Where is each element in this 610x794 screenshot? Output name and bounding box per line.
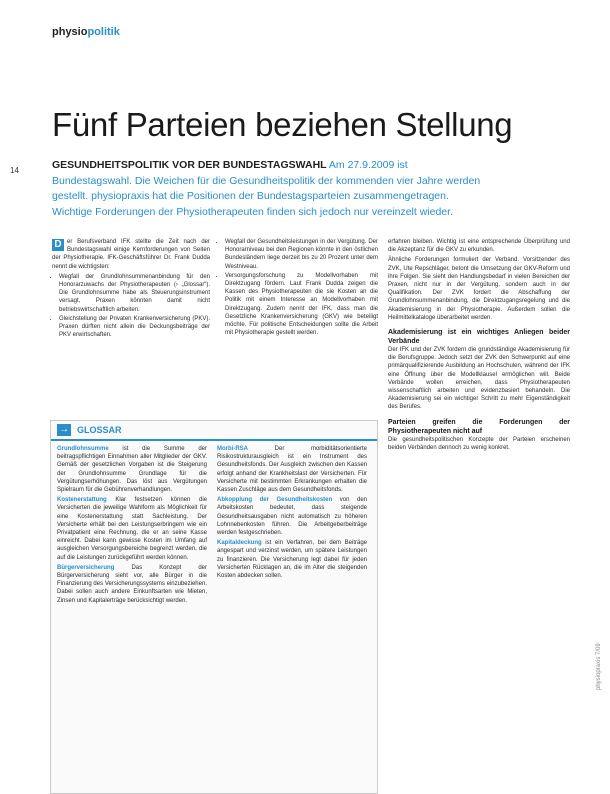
- col1-bullet: • Gleichstellung der Privaten Krankenversicherung (PKV). Praxen dürften nicht allein die Deckungsbeiträge der PKV erwirtschaften.: [59, 315, 210, 340]
- side-credit: physiopraxis 7/09: [596, 643, 602, 690]
- subheading: Parteien greifen die Forderungen der Physiotherapeuten nicht auf: [388, 418, 570, 435]
- page-number: 14: [10, 166, 19, 175]
- glossar-title: GLOSSAR: [77, 425, 122, 435]
- arrow-icon: →: [59, 424, 69, 435]
- glossar-term: Kapitaldeckung: [217, 540, 262, 547]
- glossar-entry: [57, 445, 207, 494]
- glossar-entry: [57, 564, 207, 605]
- glossar-entry: [57, 496, 207, 562]
- glossar-definition: ist die Summe der beitragspflichtigen Einnahmen aller Mitglieder der GKV. Gemäß der gesetzlichen Vorgaben ist die Steigerung der Grundlohnsumme Grundlage für die Vergütungserhöhungen. Das löst aus Vergütungen Spielraum für die Gebührenverhandlungen.: [57, 446, 207, 494]
- glossar-header: [51, 421, 377, 441]
- glossar-term: Abkopplung der Gesundheitskosten: [217, 497, 333, 504]
- glossar-definition: von den Arbeitskosten bedeutet, dass steigende Gesundheitsausgaben nicht automatisch zu höheren Lohnnebenkosten führen. Die Arbeitgeberbeiträge werden festgeschrieben.: [217, 497, 367, 537]
- glossar-term: Kostenerstattung: [57, 497, 107, 504]
- glossar-term: Grundlohnsumme: [57, 446, 109, 452]
- column-2: [218, 238, 378, 338]
- glossar-right-column: [217, 445, 367, 582]
- glossar-definition: ist ein Verfahren, bei dem Beiträge angespart und verzinst werden, um spätere Leistungen zu finanzieren. Die Versicherung legt dabei für jeden Versicherten Rücklagen an, die im Alter die steigenden Kosten abdecken sollen.: [217, 540, 367, 580]
- column-3: [388, 238, 570, 454]
- col3-paragraph: Die gesundheitspolitischen Konzepte der Parteien erscheinen beiden Verbänden dennoch zu wenig konkret.: [388, 436, 570, 451]
- col2-bullet: • Wegfall der Gesundheitsleistungen in der Vergütung. Der Honorarniveau bei den Regionen könnte in den östlichen Bundesländern liege derzeit bis zu 20 Prozent unter dem Westniveau.: [225, 238, 378, 271]
- col3-paragraph: erfahren bleiben. Wichtig ist eine entsprechende Überprüfung und die Akzeptanz für die GKV zu erkunden.: [388, 239, 570, 254]
- section-word: politik: [87, 26, 120, 38]
- section-label: [52, 26, 120, 38]
- glossar-definition: Klar festsetzen können die Versicherten die jeweilige Wahlform als Möglichkeit für eine Kostenerstattung statt Sachleistung. Der Versicherte erhält bei den Leistungserbringern wie ein Privatpatient eine Rechnung, die er an seine Kasse einreicht. Dabei kann gewisse Kosten im Umfang auf ausgleichen Versorgungsbereiche begrenzt werden, die auf die Leistungen zurückgeführt werden können.: [57, 497, 207, 561]
- col1-paragraph: er Berufsverband IFK stellte die Zeit nach der Bundestagswahl einige Kernforderungen von Seiten der Physiotherapie. IFK-Geschäftsführer Dr. Frank Dudda nennt die wichtigsten:: [52, 239, 210, 270]
- glossar-box: [50, 420, 378, 794]
- glossar-definition: Der morbiditätsorientierte Risikostrukturausgleich ist ein Instrument des Gesundheitsfonds. Der Ausgleich zwischen den Kassen erfolgt anhand der Krankheitslast der Versicherten. Für Versicherte mit bestimmten Erkrankungen erhalten die Kassen Zuschläge aus dem Gesundheitsfonds.: [217, 446, 367, 494]
- intro-kicker: GESUNDHEITSPOLITIK VOR DER BUNDESTAGSWAHL: [52, 159, 327, 171]
- glossar-term: Bürgerversicherung: [57, 564, 115, 571]
- glossar-entry: [217, 445, 367, 494]
- dropcap: D: [52, 239, 64, 251]
- col2-bullet: • Versorgungsforschung zu Modellvorhaben mit Direktzugang fördern. Laut Frank Dudda zeigen die Kassen des Physiotherapeuten die sie Kosten an die Politik mit einem Interesse an Modellvorhaben mit Direktzugang. Zudem nennt der IFK, dass man die Gesetzliche Krankenversicherung (GKV) wie beteiligt möchte. Für politische Entscheidungen sollte die Arbeit mit Physiotherapie gestellt werden.: [225, 272, 378, 338]
- intro-block: [52, 158, 482, 220]
- col3-paragraph: Der IFK und der ZVK fordern die grundständige Akademisierung für die Berufsgruppe. Jedoch setzt der ZVK den Schwerpunkt auf eine primärqualifizierende Ausbildung an Hochschulen, während der IFK eine Öffnung über die Modellklausel ermöglichen will. Beide Verbände wollen erreichen, dass Physiotherapeuten wissenschaftlich arbeiten und evidenzbasiert behandeln. Die Akademisierung sei ein wichtiger Schritt zu mehr Eigenständigkeit des Berufes.: [388, 347, 570, 411]
- col3-paragraph: Ähnliche Forderungen formuliert der Verband. Vorsitzender des ZVK, Ute Repschläger, betont die Umsetzung der GKV-Reform und ihre Folgen. Sie sieht den Handlungsbedarf in vielen Bereichen der Praxen, nicht nur in der Vergütung, sondern auch in der Qualifikation. Der ZVK fordert die Abschaffung der Grundlohnsummenanbindung, die Direktzugangsregelung und die Akademisierung in der Physiotherapie. Außerdem sollen die Heilmittelkataloge überarbeitet werden.: [388, 257, 570, 321]
- section-prefix: physio: [52, 26, 88, 38]
- page-title: Fünf Parteien beziehen Stellung: [52, 106, 513, 143]
- glossar-term: Morbi-RSA: [217, 446, 248, 452]
- col1-bullet: • Wegfall der Grundlohnsummenanbindung für den Honorarzuwachs der Physiotherapeuten (› „Glossar“). Die Grundlohnsumme habe als Steuerungsinstrument versagt, Praxen könnten damit nicht betriebswirtschaftlich arbeiten.: [59, 273, 210, 314]
- glossar-left-column: [57, 445, 207, 607]
- glossar-entry: [217, 539, 367, 580]
- subheading: Akademisierung ist ein wichtiges Anliegen beider Verbände: [388, 329, 570, 346]
- glossar-entry: [217, 496, 367, 537]
- intro-text: Am 27.9.2009 ist Bundestagswahl. Die Weichen für die Gesundheitspolitik der kommenden vier Jahre werden gestellt. physiopraxis hat die Positionen der Bundestagsparteien zusammengetragen. Wichtige Forderungen der Physiotherapeuten finden sich jedoch nur vereinzelt wieder.: [52, 159, 481, 218]
- glossar-definition: Das Konzept der Bürgerversicherung sieht vor, alle Bürger in die Finanzierung des Versicherungssystems einzubeziehen. Dabei sollen auch andere Einkunftsarten wie Mieten, Zinsen und Kapitalerträge berücksichtigt werden.: [57, 564, 207, 604]
- column-1: [52, 238, 210, 340]
